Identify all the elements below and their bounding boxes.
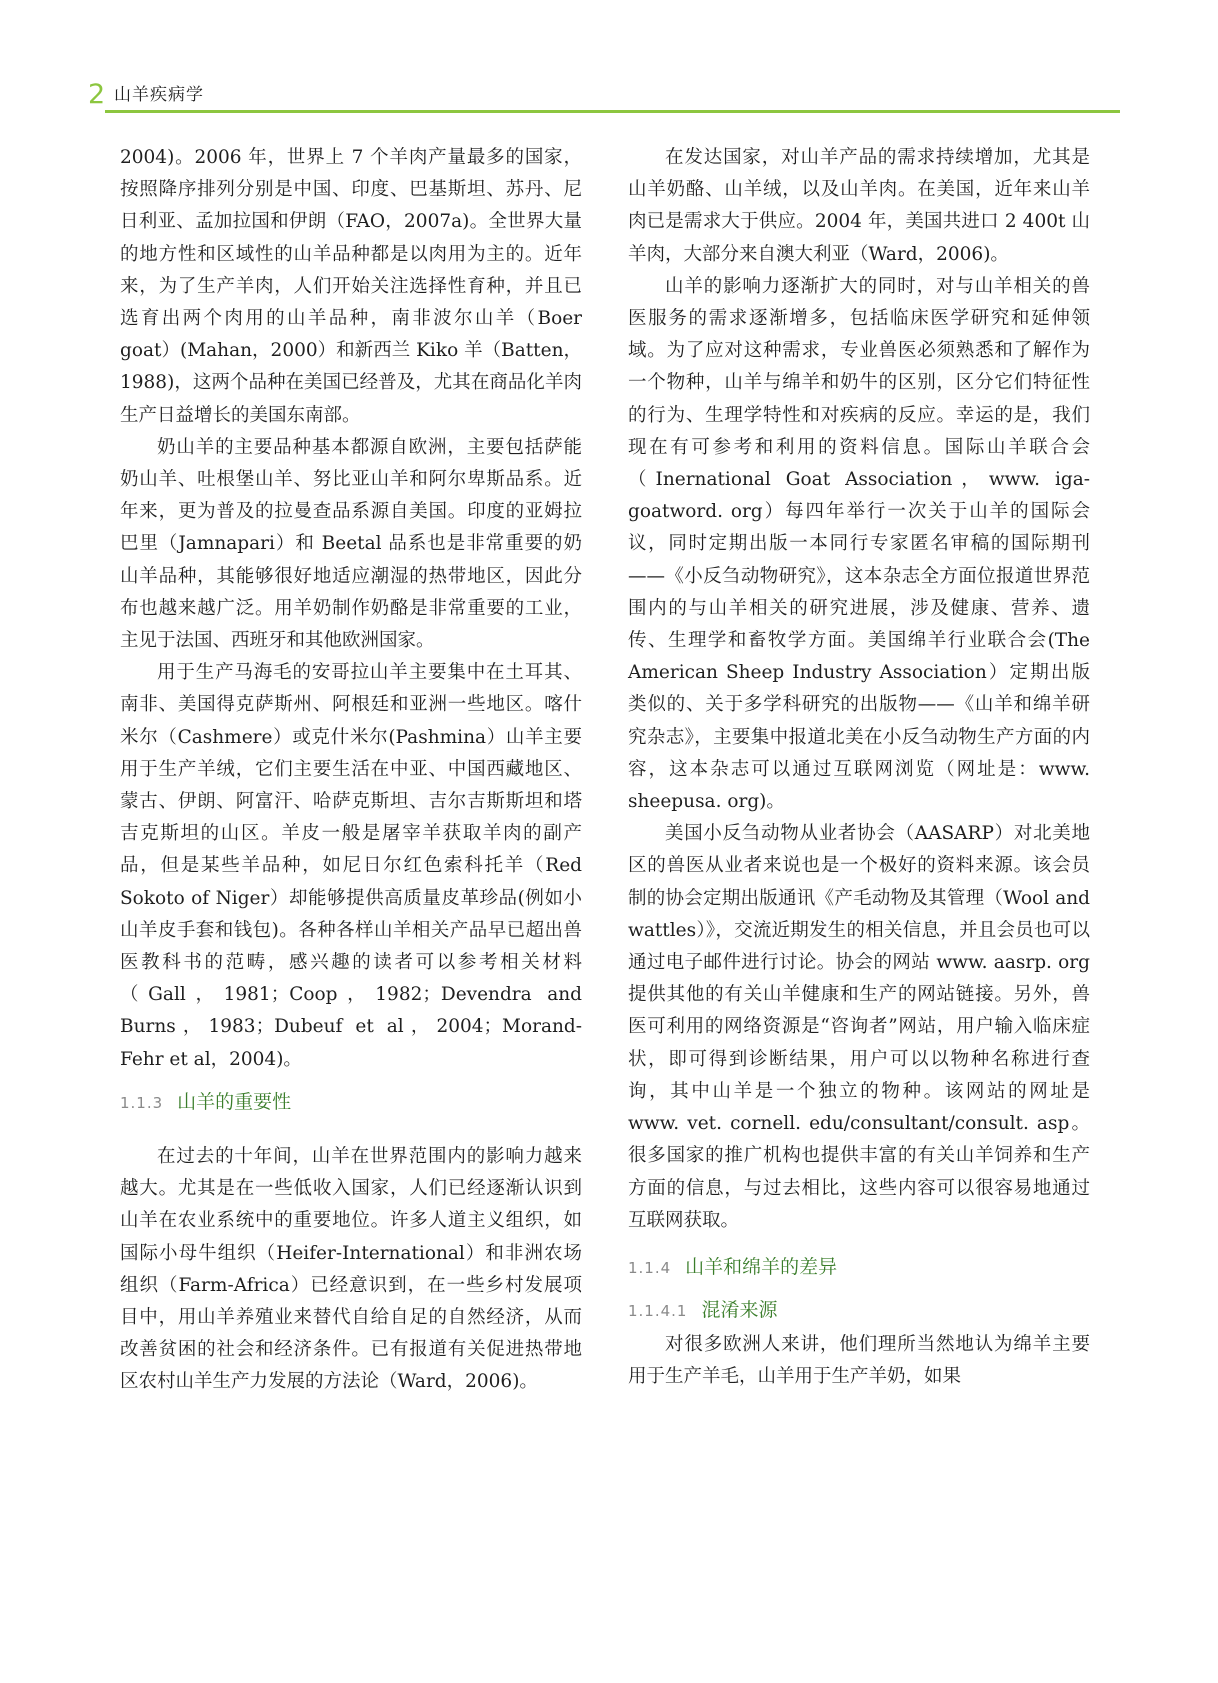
section-heading-1-1-3 — [120, 1086, 582, 1119]
paragraph: 对很多欧洲人来讲，他们理所当然地认为绵羊主要用于生产羊毛，山羊用于生产羊奶，如果 — [628, 1333, 1090, 1388]
paragraph: 山羊的影响力逐渐扩大的同时，对与山羊相关的兽医服务的需求逐渐增多，包括临床医学研究和延伸领域。为了应对这种需求，专业兽医必须熟悉和了解作为一个物种，山羊与绵羊和奶牛的区别，区分它们特征性的行为、生理学特性和对疾病的反应。幸运的是，我们现在有可参考和利用的资料信息。国际山羊联合会（Inernational Goat Association，www. iga-goatword. org）每四年举行一次关于山羊的国际会议，同时定期出版一本同行专家匿名审稿的国际期刊——《小反刍动物研究》，这本杂志全方面位报道世界范围内的与山羊相关的研究进展，涉及健康、营养、遗传、生理学和畜牧学方面。美国绵羊行业联合会(The American Sheep Industry Association）定期出版类似的、关于多学科研究的出版物——《山羊和绵羊研究杂志》，主要集中报道北美在小反刍动物生产方面的内容，这本杂志可以通过互联网浏览（网址是：www. sheepusa. org)。 — [628, 275, 1090, 813]
header-rule — [105, 110, 1120, 113]
section-number: 1.1.3 — [120, 1093, 164, 1112]
page-number: 2 — [88, 79, 106, 110]
right-column — [628, 142, 1090, 1393]
section-title: 混淆来源 — [701, 1298, 778, 1321]
running-title: 山羊疾病学 — [114, 85, 204, 105]
paragraph: 在发达国家，对山羊产品的需求持续增加，尤其是山羊奶酪、山羊绒，以及山羊肉。在美国，近年来山羊肉已是需求大于供应。2004 年，美国共进口 2 400t 山羊肉，大部分来自澳大利亚（Ward，2006)。 — [628, 147, 1090, 265]
section-number: 1.1.4 — [628, 1258, 672, 1277]
section-heading-1-1-4 — [628, 1251, 1090, 1284]
section-heading-1-1-4-1 — [628, 1294, 1090, 1327]
paragraph: 2004)。2006 年，世界上 7 个羊肉产量最多的国家，按照降序排列分别是中国、印度、巴基斯坦、苏丹、尼日利亚、孟加拉国和伊朗（FAO，2007a)。全世界大量的地方性和区域性的山羊品种都是以肉用为主的。近年来，为了生产羊肉，人们开始关注选择性育种，并且已选育出两个肉用的山羊品种，南非波尔山羊（Boer goat）(Mahan，2000）和新西兰 Kiko 羊（Batten，1988)，这两个品种在美国已经普及，尤其在商品化羊肉生产日益增长的美国东南部。 — [120, 147, 582, 426]
paragraph: 在过去的十年间，山羊在世界范围内的影响力越来越大。尤其是在一些低收入国家，人们已经逐渐认识到山羊在农业系统中的重要地位。许多人道主义组织，如国际小母牛组织（Heifer-International）和非洲农场组织（Farm-Africa）已经意识到，在一些乡村发展项目中，用山羊养殖业来替代自给自足的自然经济，从而改善贫困的社会和经济条件。已有报道有关促进热带地区农村山羊生产力发展的方法论（Ward，2006)。 — [120, 1145, 582, 1393]
paragraph: 用于生产马海毛的安哥拉山羊主要集中在土耳其、南非、美国得克萨斯州、阿根廷和亚洲一些地区。喀什米尔（Cashmere）或克什米尔(Pashmina）山羊主要用于生产羊绒，它们主要生活在中亚、中国西藏地区、蒙古、伊朗、阿富汗、哈萨克斯坦、吉尔吉斯斯坦和塔吉克斯坦的山区。羊皮一般是屠宰羊获取羊肉的副产品，但是某些羊品种，如尼日尔红色索科托羊（Red Sokoto of Niger）却能够提供高质量皮革珍品(例如小山羊皮手套和钱包)。各种各样山羊相关产品早已超出兽医教科书的范畴，感兴趣的读者可以参考相关材料（Gall，1981；Coop，1982；Devendra and Burns，1983；Dubeuf et al，2004；Morand-Fehr et al，2004)。 — [120, 662, 582, 1070]
left-column — [120, 142, 582, 1399]
paragraph: 美国小反刍动物从业者协会（AASARP）对北美地区的兽医从业者来说也是一个极好的资料来源。该会员制的协会定期出版通讯《产毛动物及其管理（Wool and wattles）》，交流近期发生的相关信息，并且会员也可以通过电子邮件进行讨论。协会的网站 www. aasrp. org 提供其他的有关山羊健康和生产的网站链接。另外，兽医可利用的网络资源是“咨询者”网站，用户输入临床症状，即可得到诊断结果，用户可以以物种名称进行查询，其中山羊是一个独立的物种。该网站的网址是 www. vet. cornell. edu/consultant/consult. asp。很多国家的推广机构也提供丰富的有关山羊饲养和生产方面的信息，与过去相比，这些内容可以很容易地通过互联网获取。 — [628, 823, 1090, 1231]
page-header — [80, 78, 1120, 118]
paragraph: 奶山羊的主要品种基本都源自欧洲，主要包括萨能奶山羊、吐根堡山羊、努比亚山羊和阿尔卑斯品系。近年来，更为普及的拉曼查品系源自美国。印度的亚姆拉巴里（Jamnapari）和 Beetal 品系也是非常重要的奶山羊品种，其能够很好地适应潮湿的热带地区，因此分布也越来越广泛。用羊奶制作奶酪是非常重要的工业，主见于法国、西班牙和其他欧洲国家。 — [120, 436, 582, 652]
section-number: 1.1.4.1 — [628, 1301, 688, 1320]
section-title: 山羊和绵羊的差异 — [685, 1255, 838, 1278]
section-title: 山羊的重要性 — [177, 1090, 292, 1113]
